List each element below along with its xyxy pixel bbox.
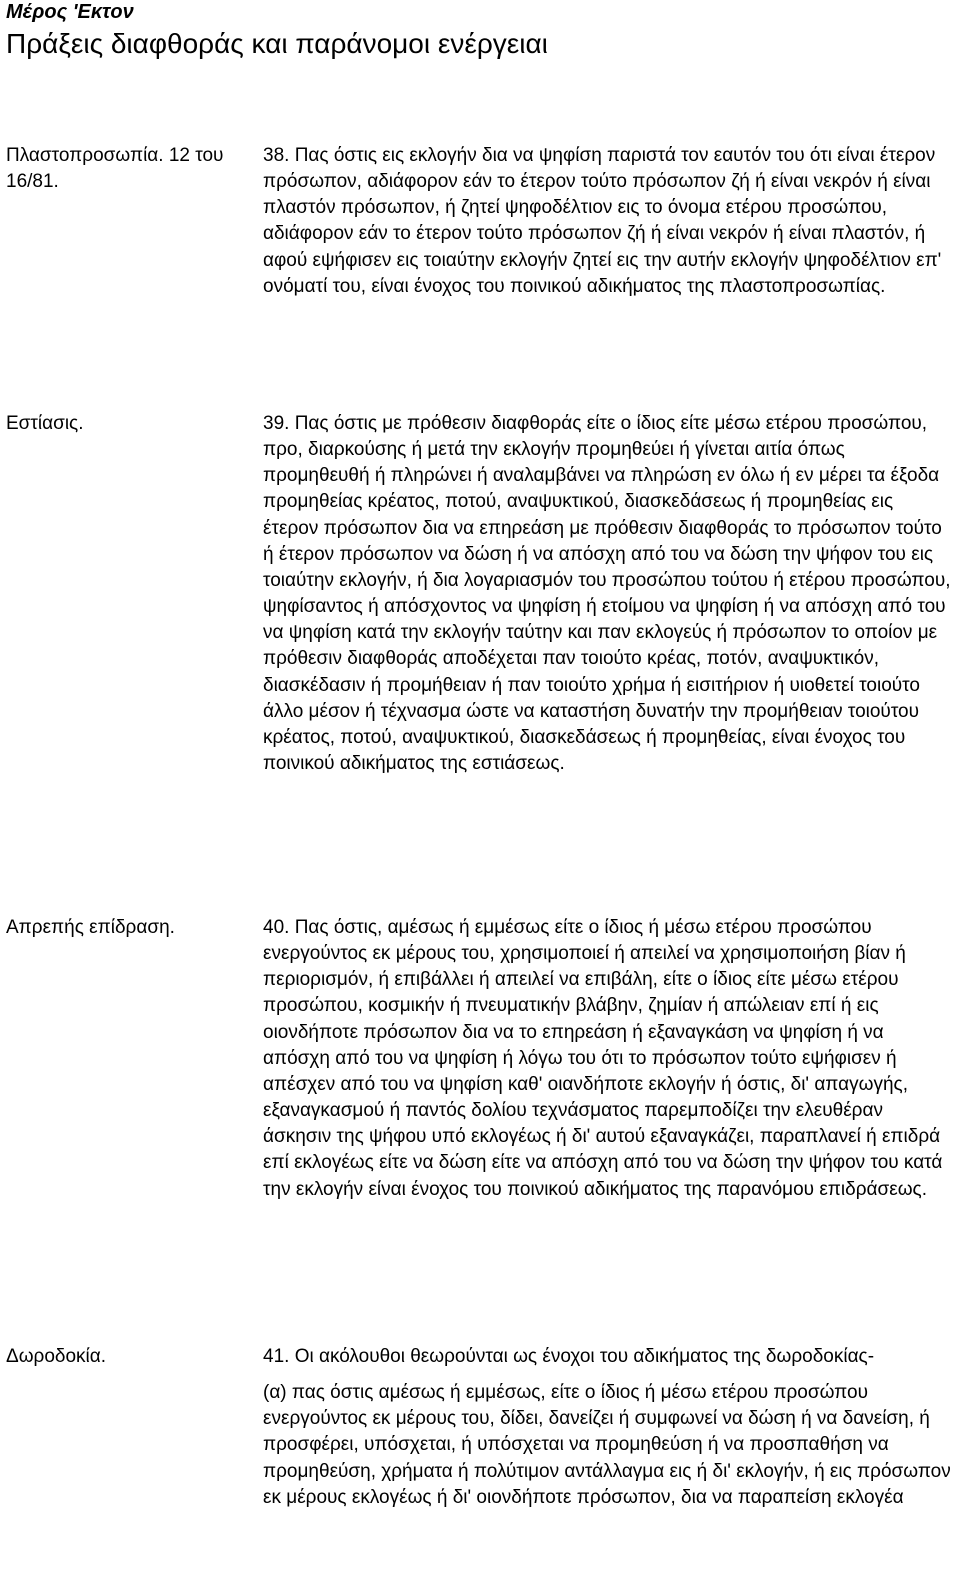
section-41-text: 41. Οι ακόλουθοι θεωρούνται ως ένοχοι του αδικήματος της δωροδοκίας-: [263, 1346, 875, 1367]
section-40: [263, 915, 953, 1203]
section-38: [263, 143, 953, 300]
part-title: Πράξεις διαφθοράς και παράνομοι ενέργειαι: [6, 28, 548, 59]
section-41: [263, 1344, 953, 1511]
section-39-text: 39. Πας όστις με πρόθεσιν διαφθοράς είτε ο ίδιος είτε μέσω ετέρου προσώπου, προ, διαρκούσης ή μετά την εκλογήν προμηθεύει ή γίνεται αιτία όπως προμηθευθή ή πληρώνει ή αναλαμβάνει να πληρώση εν όλω ή εν μέρει τα έξοδα προμηθείας κρέατος, ποτού, αναψυκτικού, διασκεδάσεως ή προμηθείας εις έτερον πρόσωπον δια να επηρεάση με πρόθεσιν διαφθοράς το πρόσωπον τούτο ή έτερον πρόσωπον να δώση ή να απόσχη από του να δώση την ψήφον του εις τοιαύτην εκλογήν, ή δια λογαριασμόν του προσώπου τούτου ή ετέρου προσώπου, ψηφίσαντος ή απόσχοντος να ψηφίση ή ετοίμου να ψηφίση ή να απόσχη από του να ψηφίση κατά την εκλογήν ταύτην και παν εκλογεύς ή πρόσωπον το οποίον με πρόθεσιν διαφθοράς αποδέχεται παν τοιούτο κρέας, ποτόν, αναψυκτικόν, διασκέδασιν ή προμήθειαν ή παν τοιούτο χρήμα ή εισιτήριον ή υιοθετεί τοιούτο άλλο μέσον ή τέχνασμα ώστε να καταστήση δυνατήν την προμήθειαν τοιούτου κρέατος, ποτού, αναψυκτικού, διασκεδάσεως ή προμηθείας, είναι ένοχος του ποινικού αδικήματος της εστιάσεως.: [263, 413, 951, 775]
part-label: Μέρος 'Εκτον: [6, 1, 134, 23]
side-note-treating: Εστίασις.: [6, 413, 84, 434]
side-note-undue-influence: Απρεπής επίδραση.: [6, 917, 175, 938]
side-note-bribery: Δωροδοκία.: [6, 1346, 107, 1367]
section-38-text: 38. Πας όστις εις εκλογήν δια να ψηφίση παριστά τον εαυτόν του ότι είναι έτερον πρόσωπον, αδιάφορον εάν το έτερον τούτο πρόσωπον ζή ή είναι νεκρόν ή είναι πλαστόν πρόσωπον, ή ζητεί ψηφοδέλτιον εις το όνομα ετέρου προσώπου, αδιάφορον εάν το έτερον τούτο πρόσωπον ζή ή είναι νεκρόν ή είναι πλαστόν, ή αφού εψήφισεν εις τοιαύτην εκλογήν ζητεί εις την αυτήν εκλογήν ψηφοδέλτιον επ' ονόματί του, είναι ένοχος του ποινικού αδικήματος της πλαστοπροσωπίας.: [263, 145, 942, 297]
side-note-impersonation: Πλαστοπροσωπία. 12 του 16/81.: [6, 145, 224, 192]
section-40-text: 40. Πας όστις, αμέσως ή εμμέσως είτε ο ίδιος ή μέσω ετέρου προσώπου ενεργούντος εκ μέρους του, χρησιμοποιεί ή απειλεί να χρησιμοποιήση βίαν ή περιορισμόν, ή επιβάλλει ή απειλεί να επιβάλη, είτε ο ίδιος είτε μέσω ετέρου προσώπου, κοσμικήν ή πνευματικήν βλάβην, ζημίαν ή απώλειαν επί ή εις οιονδήποτε πρόσωπον δια να το επηρεάση ή εξαναγκάση να ψηφίση ή να απόσχη από του να ψηφίση ή λόγω του ότι το πρόσωπον τούτο εψήφισεν ή απέσχεν από του να ψηφίση καθ' οιανδήποτε εκλογήν ή όστις, δι' απαγωγής, εξαναγκασμού ή παντός δολίου τεχνάσματος παρεμποδίζει την ελευθέραν άσκησιν της ψήφου υπό εκλογέως ή δι' αυτού εξαναγκάζει, παραπλανεί ή επιδρά επί εκλογέως είτε να δώση είτε να απόσχη από του να δώση την ψήφον του κατά την εκλογήν είναι ένοχος του ποινικού αδικήματος της παρανόμου επιδράσεως.: [263, 917, 943, 1200]
section-41-subparagraph-a: (α) πας όστις αμέσως ή εμμέσως, είτε ο ίδιος ή μέσω ετέρου προσώπου ενεργούντος εκ μέρους του, δίδει, δανείζει ή συμφωνεί να δώση ή να δανείση, ή προσφέρει, υπόσχεται, ή υπόσχεται να προμηθεύση ή να προσπαθήση να προμηθεύση, χρήματα ή πολύτιμον αντάλλαγμα εις ή δι' εκλογήν, ή εις πρόσωπον εκ μέρους εκλογέως ή δι' οιονδήποτε πρόσωπον, δια να παραπείση εκλογέα: [263, 1382, 951, 1508]
section-39: [263, 411, 953, 777]
